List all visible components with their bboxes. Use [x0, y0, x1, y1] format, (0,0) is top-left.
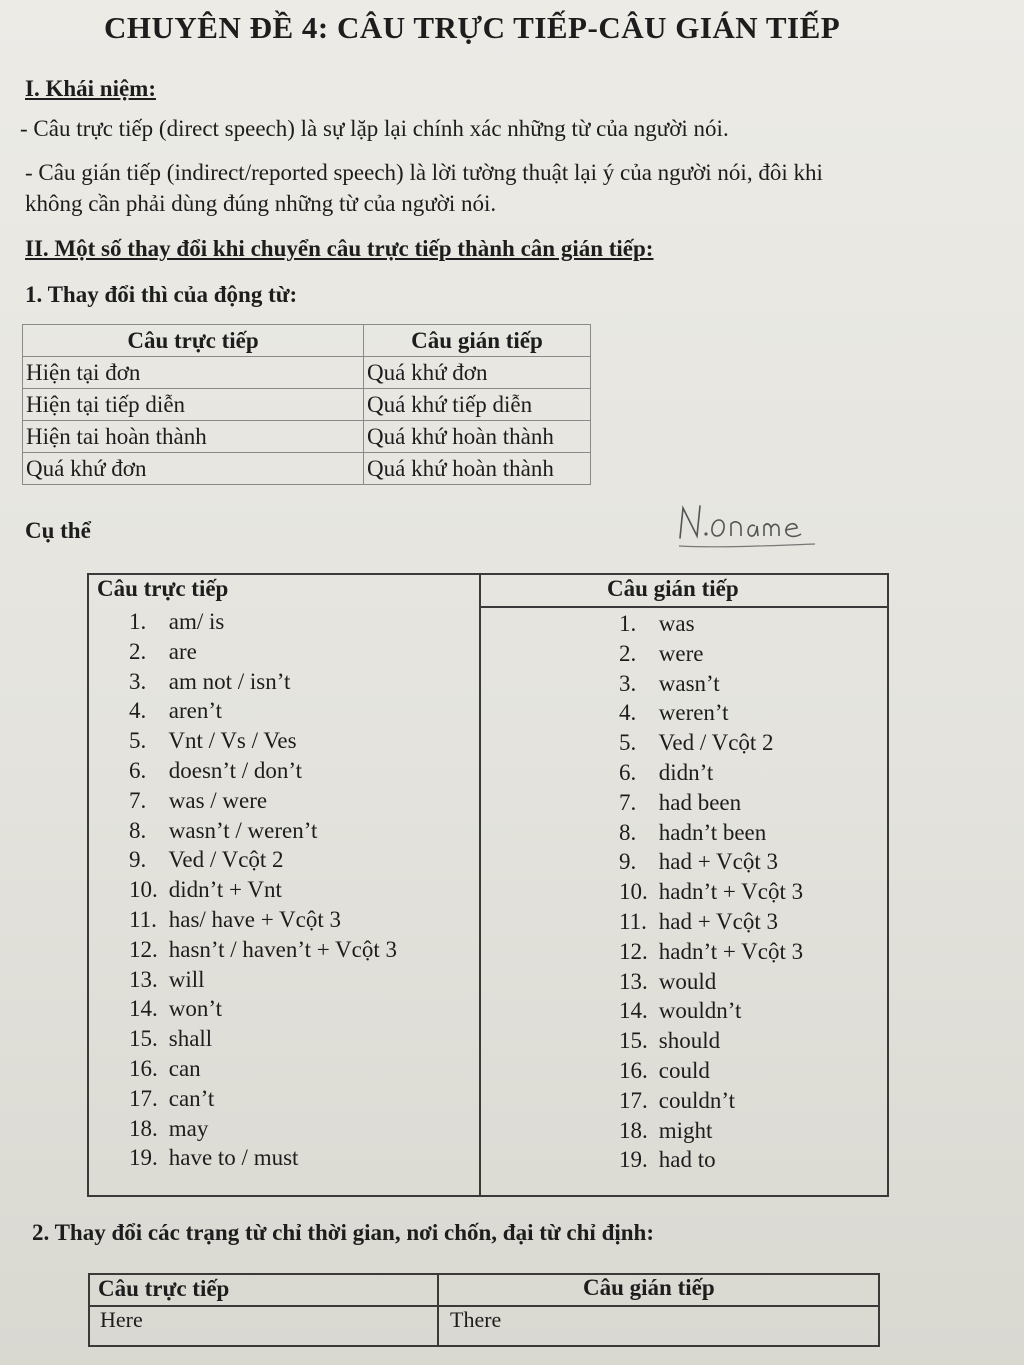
list-item: [619, 847, 803, 877]
table-header-cell: Câu trực tiếp: [98, 1276, 230, 1301]
handwritten-signature: [675, 500, 825, 550]
list-item: [129, 667, 397, 697]
item-text: hadn’t been: [658, 819, 767, 845]
item-text: could: [658, 1057, 710, 1083]
list-item: [129, 845, 397, 875]
item-text: am/ is: [168, 609, 225, 634]
list-item: [129, 607, 397, 637]
list-item: [129, 875, 397, 905]
item-text: had to: [658, 1147, 716, 1173]
item-text: have to / must: [168, 1145, 299, 1171]
list-item: [619, 609, 803, 639]
list-item: [619, 967, 803, 997]
item-number: 7.: [619, 789, 637, 815]
list-item: [129, 935, 397, 965]
item-text: doesn’t / don’t: [168, 757, 303, 783]
list-item: [129, 905, 397, 935]
item-text: were: [658, 640, 704, 666]
table-cell: Quá khứ đơn: [23, 453, 364, 485]
item-text: has/ have + Vcột 3: [168, 906, 341, 932]
adverb-table: [88, 1273, 880, 1347]
list-item: [619, 818, 803, 848]
item-number: 8.: [129, 817, 147, 843]
item-number: 5.: [129, 728, 147, 754]
list-item: [619, 728, 803, 758]
section2-heading: II. Một số thay đổi khi chuyển câu trực tiếp thành cân gián tiếp:: [25, 236, 654, 261]
item-text: Ved / Vcột 2: [168, 847, 284, 873]
item-text: was: [658, 611, 695, 636]
item-text: didn’t: [658, 759, 714, 785]
table-header-cell: Câu trực tiếp: [23, 325, 364, 357]
table-header-row: [23, 325, 591, 357]
subsection2-heading: 2. Thay đổi các trạng từ chỉ thời gian, nơi chốn, đại từ chỉ định:: [32, 1220, 654, 1245]
indirect-list: [619, 609, 803, 1175]
item-text: wasn’t: [658, 670, 720, 696]
table-cell: Hiện tại tiếp diễn: [23, 389, 364, 421]
item-text: may: [168, 1115, 209, 1141]
list-item: [129, 1114, 397, 1144]
list-item: [619, 1116, 803, 1146]
item-number: 7.: [129, 787, 147, 813]
item-number: 14.: [129, 996, 158, 1022]
item-text: hasn’t / haven’t + Vcột 3: [168, 936, 397, 962]
item-text: might: [658, 1117, 713, 1143]
table-cell: Quá khứ hoàn thành: [364, 453, 591, 485]
item-number: 3.: [619, 670, 637, 696]
item-number: 1.: [619, 611, 637, 636]
item-text: had + Vcột 3: [658, 849, 778, 875]
item-text: am not / isn’t: [168, 668, 291, 694]
direct-list: [129, 607, 397, 1173]
item-text: didn’t + Vnt: [168, 877, 282, 903]
item-number: 16.: [619, 1057, 648, 1083]
table-cell: There: [450, 1307, 502, 1332]
item-number: 2.: [129, 638, 147, 664]
subsection1-heading: 1. Thay đổi thì của động từ:: [25, 282, 298, 307]
item-number: 18.: [619, 1117, 648, 1143]
item-number: 10.: [129, 877, 158, 903]
list-item: [129, 1084, 397, 1114]
list-item: [619, 1086, 803, 1116]
item-text: wasn’t / weren’t: [168, 817, 318, 843]
item-number: 9.: [129, 847, 147, 873]
item-number: 12.: [619, 938, 648, 964]
page-title: CHUYÊN ĐỀ 4: CÂU TRỰC TIẾP-CÂU GIÁN TIẾP: [104, 10, 841, 45]
table-cell: Hiện tai hoàn thành: [23, 421, 364, 453]
list-item: [619, 1145, 803, 1175]
section1-para2-line1: - Câu gián tiếp (indirect/reported speech) là lời tường thuật lại ý của người nói, đôi khi: [25, 160, 823, 185]
table-row: [23, 421, 591, 453]
item-number: 5.: [619, 730, 637, 756]
list-item: [129, 1143, 397, 1173]
section1-para2-line2: không cần phải dùng đúng những từ của người nói.: [25, 191, 497, 216]
item-number: 13.: [619, 968, 648, 994]
list-item: [129, 965, 397, 995]
list-item: [619, 1026, 803, 1056]
item-number: 14.: [619, 998, 648, 1024]
item-text: couldn’t: [658, 1087, 735, 1113]
item-number: 15.: [619, 1028, 648, 1054]
list-item: [129, 756, 397, 786]
item-number: 15.: [129, 1026, 158, 1052]
column-divider: [437, 1275, 439, 1345]
item-number: 6.: [129, 757, 147, 783]
section1-para1: - Câu trực tiếp (direct speech) là sự lặp lại chính xác những từ của người nói.: [20, 116, 729, 141]
list-item: [619, 937, 803, 967]
list-item: [619, 788, 803, 818]
table-cell: Here: [100, 1307, 143, 1332]
item-number: 16.: [129, 1055, 158, 1081]
item-number: 8.: [619, 819, 637, 845]
item-text: Ved / Vcột 2: [658, 730, 774, 756]
item-number: 4.: [619, 700, 637, 726]
item-text: hadn’t + Vcột 3: [658, 879, 804, 905]
item-number: 17.: [619, 1087, 648, 1113]
item-number: 19.: [129, 1145, 158, 1171]
item-text: are: [168, 638, 197, 664]
item-text: had + Vcột 3: [658, 908, 778, 934]
table-header-right: Câu gián tiếp: [607, 576, 739, 601]
table-cell: Quá khứ đơn: [364, 357, 591, 389]
item-text: should: [658, 1028, 721, 1054]
list-item: [619, 1056, 803, 1086]
item-text: weren’t: [658, 700, 729, 726]
item-number: 9.: [619, 849, 637, 875]
item-number: 11.: [619, 908, 647, 934]
list-item: [619, 639, 803, 669]
table-cell: Quá khứ hoàn thành: [364, 421, 591, 453]
detail-label: Cụ thể: [25, 518, 91, 543]
list-item: [619, 996, 803, 1026]
table-row: [23, 453, 591, 485]
item-text: hadn’t + Vcột 3: [658, 938, 804, 964]
item-text: wouldn’t: [658, 998, 742, 1024]
table-header-left: Câu trực tiếp: [97, 576, 229, 601]
item-number: 17.: [129, 1085, 158, 1111]
list-item: [129, 994, 397, 1024]
list-item: [129, 1054, 397, 1084]
table-cell: Hiện tại đơn: [23, 357, 364, 389]
list-item: [619, 698, 803, 728]
list-item: [129, 726, 397, 756]
table-row: [23, 389, 591, 421]
tense-table: [22, 324, 591, 485]
column-divider: [479, 575, 481, 1195]
item-text: shall: [168, 1026, 213, 1052]
item-number: 11.: [129, 906, 157, 932]
table-row: [23, 357, 591, 389]
item-text: would: [658, 968, 717, 994]
item-number: 12.: [129, 936, 158, 962]
item-number: 18.: [129, 1115, 158, 1141]
list-item: [619, 907, 803, 937]
item-text: will: [168, 966, 205, 992]
list-item: [619, 877, 803, 907]
item-text: aren’t: [168, 698, 222, 724]
detail-table: [87, 573, 889, 1197]
item-number: 2.: [619, 640, 637, 666]
item-text: can’t: [168, 1085, 215, 1111]
section1-heading: I. Khái niệm:: [25, 76, 156, 101]
header-divider: [479, 606, 887, 608]
list-item: [129, 696, 397, 726]
table-cell: Quá khứ tiếp diễn: [364, 389, 591, 421]
item-number: 19.: [619, 1147, 648, 1173]
item-number: 13.: [129, 966, 158, 992]
item-text: won’t: [168, 996, 222, 1022]
item-number: 1.: [129, 609, 147, 634]
item-text: Vnt / Vs / Ves: [168, 728, 297, 754]
item-number: 4.: [129, 698, 147, 724]
list-item: [619, 669, 803, 699]
item-number: 6.: [619, 759, 637, 785]
list-item: [129, 1024, 397, 1054]
item-text: was / were: [168, 787, 268, 813]
list-item: [619, 758, 803, 788]
table-header-cell: Câu gián tiếp: [364, 325, 591, 357]
list-item: [129, 637, 397, 667]
list-item: [129, 786, 397, 816]
table-header-cell: Câu gián tiếp: [583, 1275, 715, 1300]
item-number: 10.: [619, 879, 648, 905]
list-item: [129, 816, 397, 846]
item-text: can: [168, 1055, 201, 1081]
item-text: had been: [658, 789, 742, 815]
item-number: 3.: [129, 668, 147, 694]
